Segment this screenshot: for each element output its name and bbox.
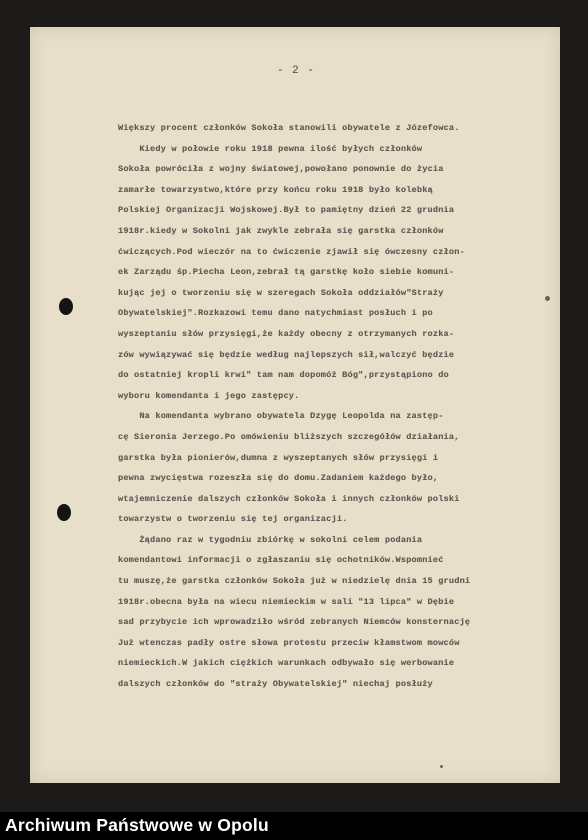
text-line: wyszeptaniu słów przysięgi,że każdy obecny z otrzymanych rozka- bbox=[118, 328, 455, 339]
text-line: Obywatelskiej".Rozkazowi temu dano natychmiast posłuch i po bbox=[118, 308, 433, 319]
text-line: Większy procent członków Sokoła stanowili obywatele z Józefowca. bbox=[118, 123, 460, 133]
text-line: towarzystw o tworzeniu się tej organizacji. bbox=[118, 514, 348, 525]
text-line: ćwiczących.Pod wieczór na to ćwiczenie zjawił się ówczesny człon- bbox=[118, 246, 465, 257]
text-line: wyboru komendanta i jego zastępcy. bbox=[118, 390, 300, 401]
text-line: Żądano raz w tygodniu zbiórkę w sokolni celem podania bbox=[118, 534, 423, 545]
text-line: komendantowi informacji o zgłaszaniu się ochotników.Wspomnieć bbox=[118, 555, 444, 566]
text-line: zamarłe towarzystwo,które przy końcu roku 1918 było kolebką bbox=[118, 184, 433, 195]
text-line: do ostatniej kropli krwi" tam nam dopomóż Bóg",przystąpiono do bbox=[118, 370, 449, 381]
text-line: Już wtenczas padły ostre słowa protestu przeciw kłamstwom mowców bbox=[118, 637, 460, 648]
archive-label: Archiwum Państwowe w Opolu bbox=[5, 815, 269, 835]
text-line: tu muszę,że garstka członków Sokoła już w niedzielę dnia 15 grudni bbox=[118, 576, 471, 587]
text-line: niemieckich.W jakich ciężkich warunkach odbywało się werbowanie bbox=[118, 658, 455, 669]
text-line: wtajemniczenie dalszych członków Sokoła i innych członków polski bbox=[118, 493, 460, 504]
text-line: kując jej o tworzeniu się w szeregach Sokoła oddziałów"Straży bbox=[118, 287, 444, 298]
text-line: cę Sieronia Jerzego.Po omówieniu bliższych szczegółów działania, bbox=[118, 431, 460, 442]
punch-hole bbox=[59, 298, 73, 315]
text-line: garstka była pionierów,dumna z wyszeptanych słów przysięgi i bbox=[118, 452, 439, 463]
archive-footer-bar bbox=[0, 812, 588, 840]
text-line: sad przybycie ich wprowadziło wśród zebranych Niemców konsternację bbox=[118, 617, 471, 628]
page-number: - 2 - bbox=[276, 65, 315, 77]
text-line: 1918r.obecna była na wiecu niemieckim w sali "13 lipca" w Dębie bbox=[118, 596, 455, 607]
text-line: Sokoła powróciła z wojny światowej,powołano ponownie do życia bbox=[118, 164, 444, 175]
text-line: Kiedy w połowie roku 1918 pewna ilość byłych członków bbox=[118, 143, 423, 154]
text-line: dalszych członków do "straży Obywatelskiej" niechaj posłuży bbox=[118, 679, 433, 690]
typewritten-text bbox=[118, 118, 588, 695]
paper-speck bbox=[545, 296, 550, 301]
text-line: zów wywiązywać się będzie według najlepszych sił,walczyć będzie bbox=[118, 349, 455, 360]
text-line: pewna zwycięstwa rozeszła się do domu.Zadaniem każdego było, bbox=[118, 473, 439, 484]
document-page bbox=[30, 27, 560, 783]
text-line: ek Zarządu śp.Piecha Leon,zebrał tą garstkę koło siebie komuni- bbox=[118, 267, 455, 278]
text-line: Polskiej Organizacji Wojskowej.Był to pamiętny dzień 22 grudnia bbox=[118, 205, 455, 216]
paper-speck bbox=[440, 765, 443, 768]
punch-hole bbox=[57, 504, 71, 521]
text-line: 1918r.kiedy w Sokolni jak zwykle zebrała się garstka członków bbox=[118, 225, 444, 236]
text-line: Na komendanta wybrano obywatela Dzygę Leopolda na zastęp- bbox=[118, 411, 444, 422]
